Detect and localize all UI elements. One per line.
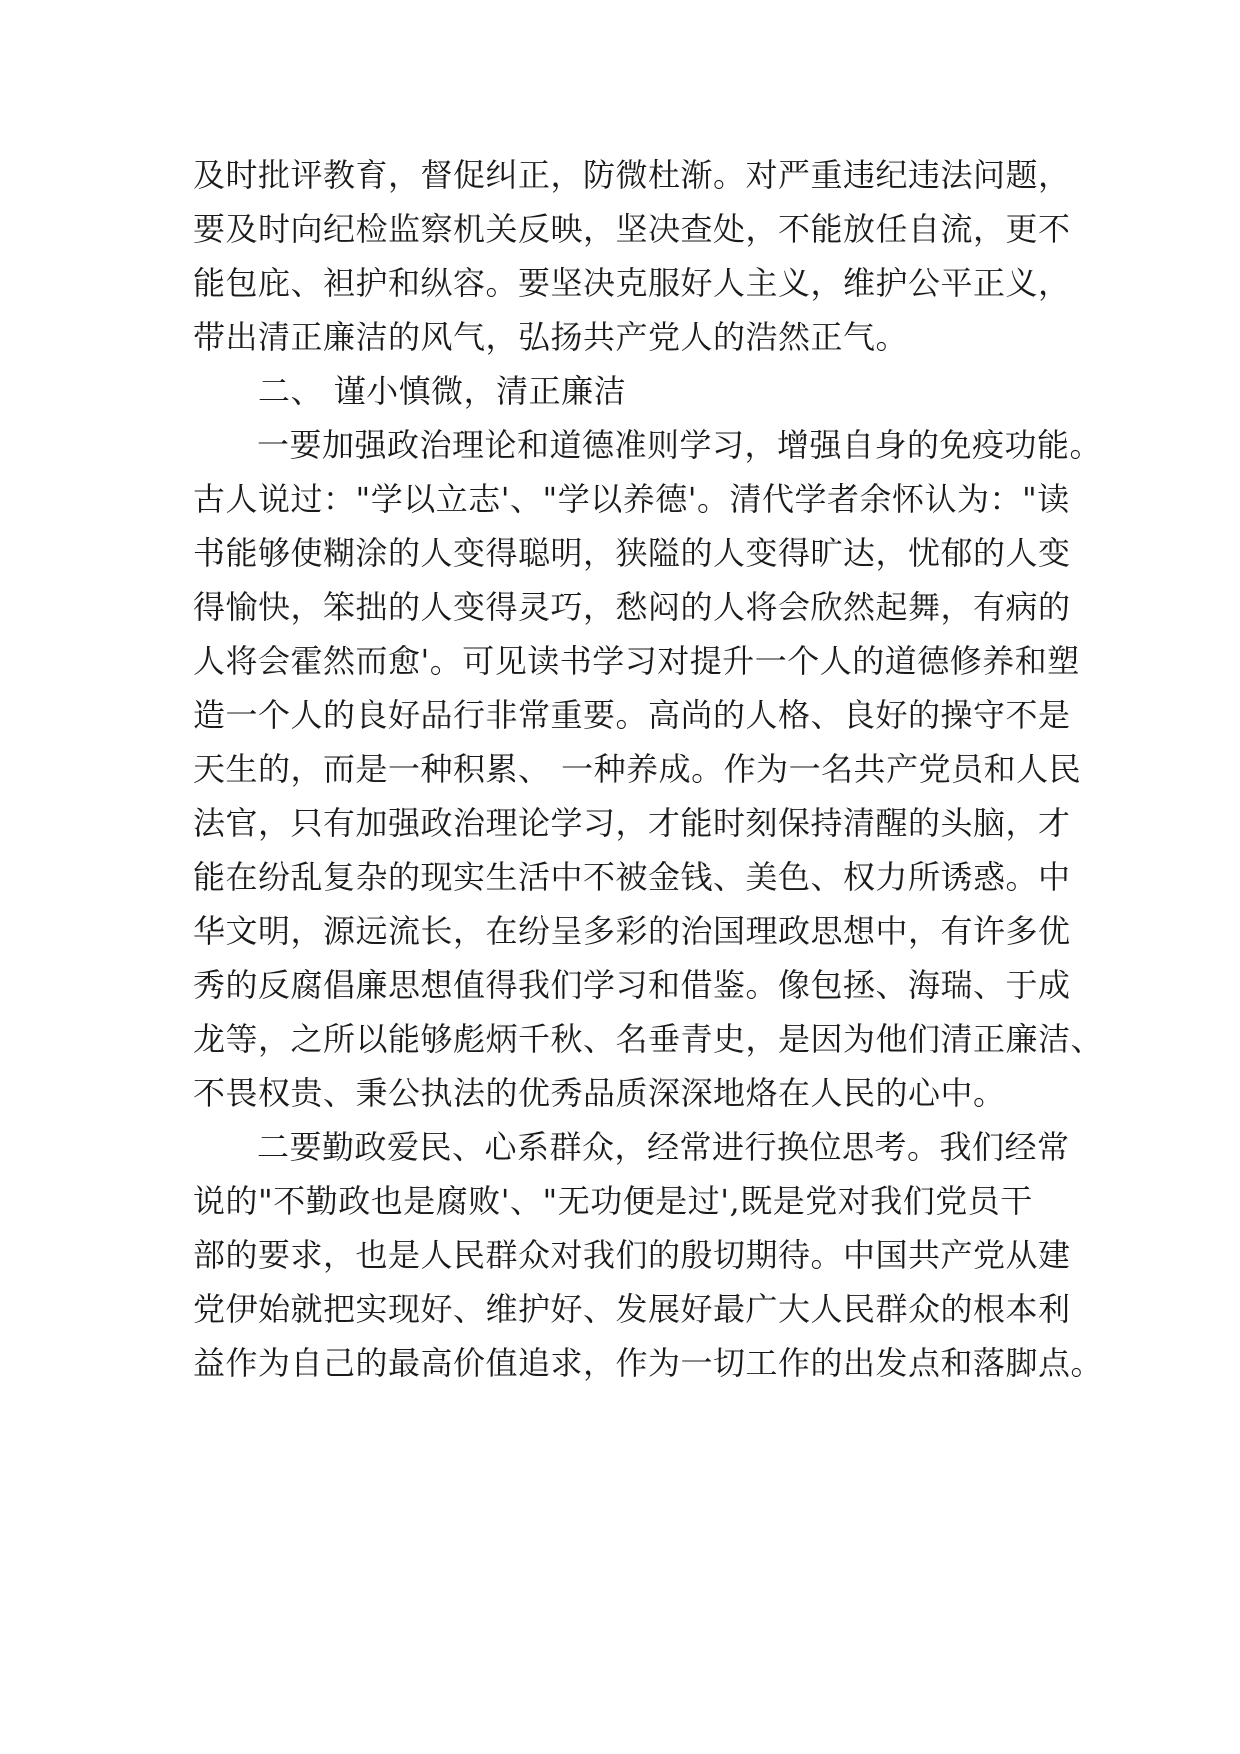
text-line: 二要勤政爱民、心系群众，经常进行换位思考。我们经常 [257,1128,1070,1166]
text-line: 带出清正廉洁的风气，弘扬共产党人的浩然正气。 [193,318,909,356]
text-line: 说的"不勤政也是腐败'、"无功便是过',既是党对我们党员干 [193,1182,1033,1220]
text-line: 党伊始就把实现好、维护好、发展好最广大人民群众的根本利 [193,1290,1071,1328]
text-line: 部的要求，也是人民群众对我们的殷切期待。中国共产党从建 [193,1236,1071,1274]
text-line: 华文明，源远流长，在纷呈多彩的治国理政思想中，有许多优 [193,912,1071,950]
paragraph-study [193,418,1104,1120]
text-line: 书能够使糊涂的人变得聪明，狭隘的人变得旷达，忧郁的人变 [193,534,1071,572]
text-line: 得愉快，笨拙的人变得灵巧，愁闷的人将会欣然起舞，有病的 [193,588,1071,626]
text-line: 及时批评教育，督促纠正，防微杜渐。对严重违纪违法问题， [193,156,1071,194]
text-line: 天生的，而是一种积累、 一种养成。作为一名共产党员和人民 [193,750,1082,788]
text-line: 不畏权贵、秉公执法的优秀品质深深地烙在人民的心中。 [193,1074,1006,1112]
text-line: 古人说过："学以立志'、"学以养德'。清代学者余怀认为："读 [193,480,1070,518]
text-line: 造一个人的良好品行非常重要。高尚的人格、良好的操守不是 [193,696,1071,734]
section-heading: 二、 谨小慎微，清正廉洁 [258,372,627,410]
text-line: 要及时向纪检监察机关反映，坚决查处，不能放任自流，更不 [193,210,1071,248]
text-line: 益作为自己的最高价值追求，作为一切工作的出发点和落脚点。 [193,1344,1104,1382]
text-line: 人将会霍然而愈'。可见读书学习对提升一个人的道德修养和塑 [193,642,1080,680]
text-line: 能包庇、袒护和纵容。要坚决克服好人主义，维护公平正义， [193,264,1071,302]
text-line: 龙等，之所以能够彪炳千秋、名垂青史，是因为他们清正廉洁、 [193,1020,1104,1058]
paragraph-diligence [193,1120,1104,1390]
text-line: 能在纷乱复杂的现实生活中不被金钱、美色、权力所诱惑。中 [193,858,1071,896]
text-line: 秀的反腐倡廉思想值得我们学习和借鉴。像包拯、海瑞、于成 [193,966,1071,1004]
continuation-paragraph [193,148,1071,364]
text-line: 一要加强政治理论和道德准则学习，增强自身的免疫功能。 [257,426,1103,464]
text-line: 法官，只有加强政治理论学习，才能时刻保持清醒的头脑，才 [193,804,1071,842]
